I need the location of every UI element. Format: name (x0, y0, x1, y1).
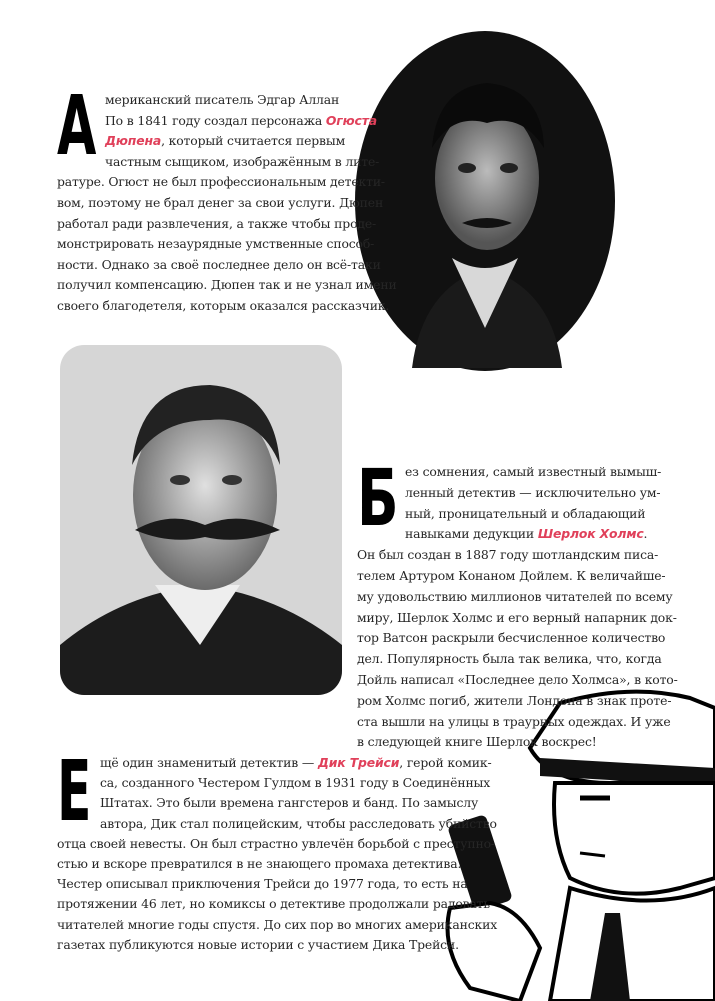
text-span: ром Холмс погиб, жители Лондона в знак проте- (357, 692, 672, 708)
text-span: монстрировать незаурядные умственные способ- (57, 236, 375, 252)
text-line (357, 732, 597, 752)
text-line (100, 773, 490, 793)
text-span: мериканский писатель Эдгар Аллан (105, 92, 340, 107)
text-line (357, 712, 671, 732)
text-line (57, 935, 459, 955)
text-span: ности. Однако за своё последнее дело он всё-таки (57, 256, 381, 272)
text-span: , герой комик- (399, 755, 492, 770)
conan-doyle-portrait (60, 345, 342, 695)
text-span: вом, поэтому не брал денег за свои услуги. Дюпен (57, 195, 384, 210)
text-line (405, 504, 645, 524)
highlighted-name: Шерлок Холмс (537, 526, 644, 542)
text-line (357, 649, 662, 669)
text-span: са, созданного Честером Гулдом в 1931 году в Соединённых (100, 775, 491, 791)
text-line (405, 462, 661, 482)
text-line (105, 131, 345, 151)
text-line (100, 753, 492, 773)
text-span: ез сомнения, самый известный вымыш- (405, 464, 662, 479)
highlighted-name: Дюпена (105, 133, 162, 149)
text-span: протяжении 46 лет, но комиксы о детективе продолжали радовать (57, 896, 490, 912)
text-span: ста вышли на улицы в траурных одеждах. И уже (357, 713, 671, 729)
text-line (357, 628, 665, 648)
text-span: ный, проницательный и обладающий (405, 505, 646, 521)
text-span: Штатах. Это были времена гангстеров и банд. По замыслу (100, 795, 479, 811)
text-span: частным сыщиком, изображённым в лите- (105, 153, 380, 169)
drop-cap: А (57, 79, 97, 174)
text-span: автора, Дик стал полицейским, чтобы расследовать убийство (100, 815, 497, 831)
text-span: , который считается первым (161, 133, 346, 149)
text-span: дел. Популярность была так велика, что, когда (357, 651, 662, 667)
text-span: своего благодетеля, которым оказался рассказчик. (57, 298, 390, 313)
text-line (57, 296, 389, 316)
text-span: газетах публикуются новые истории с участием Дика Трейси. (57, 936, 459, 952)
text-line (57, 214, 376, 234)
text-span: стью и вскоре превратился в не знающего промаха детектива. (57, 856, 462, 871)
text-span: отца своей невесты. Он был страстно увлечён борьбой с преступно- (57, 835, 495, 851)
text-line (57, 894, 490, 914)
text-span: в следующей книге Шерлок воскрес! (357, 734, 597, 750)
text-line (357, 587, 673, 607)
text-span: работал ради развлечения, а также чтобы проде- (57, 215, 377, 231)
text-line (57, 834, 495, 854)
text-span: навыками дедукции (405, 526, 538, 542)
text-line (57, 193, 383, 213)
text-span: читателей многие годы спустя. До сих пор во многих американских (57, 916, 498, 932)
highlighted-name: Огюста (325, 112, 377, 128)
text-line (100, 814, 497, 834)
text-line (57, 255, 381, 275)
text-line (57, 275, 397, 295)
text-line (357, 566, 665, 586)
text-line (357, 691, 671, 711)
text-line (105, 90, 339, 110)
text-span: ратуре. Огюст не был профессиональным детекти- (57, 174, 385, 190)
highlighted-name: Дик Трейси (317, 755, 400, 770)
text-line (405, 524, 647, 544)
text-span: Честер описывал приключения Трейси до 1977 года, то есть на (57, 876, 468, 892)
text-span: . (643, 526, 648, 542)
text-line (357, 608, 677, 628)
drop-cap: Б (357, 454, 399, 544)
text-span: ленный детектив — исключительно ум- (405, 484, 661, 500)
edgar-poe-portrait (352, 28, 618, 374)
text-span: По в 1841 году создал персонажа (105, 112, 326, 128)
drop-cap: Е (57, 742, 92, 840)
text-span: му удовольствию миллионов читателей по всему (357, 588, 673, 604)
text-line (100, 793, 478, 813)
text-line (105, 152, 379, 172)
text-span: миру, Шерлок Холмс и его верный напарник док- (357, 609, 677, 625)
text-span: получил компенсацию. Дюпен так и не узнал имени (57, 277, 397, 293)
text-line (357, 670, 678, 690)
text-line (105, 111, 377, 131)
text-span: щё один знаменитый детектив — (100, 755, 318, 770)
text-line (57, 854, 461, 874)
text-line (57, 172, 385, 192)
text-span: тор Ватсон раскрыли бесчисленное количество (357, 630, 666, 646)
text-span: Он был создан в 1887 году шотландским писа- (357, 547, 659, 563)
text-line (405, 483, 660, 503)
text-line (57, 915, 497, 935)
text-line (357, 545, 658, 565)
text-span: Дойль написал «Последнее дело Холмса», в кото- (357, 672, 678, 687)
text-span: телем Артуром Конаном Дойлем. К величайше- (357, 568, 666, 583)
text-line (57, 874, 468, 894)
text-line (57, 234, 374, 254)
